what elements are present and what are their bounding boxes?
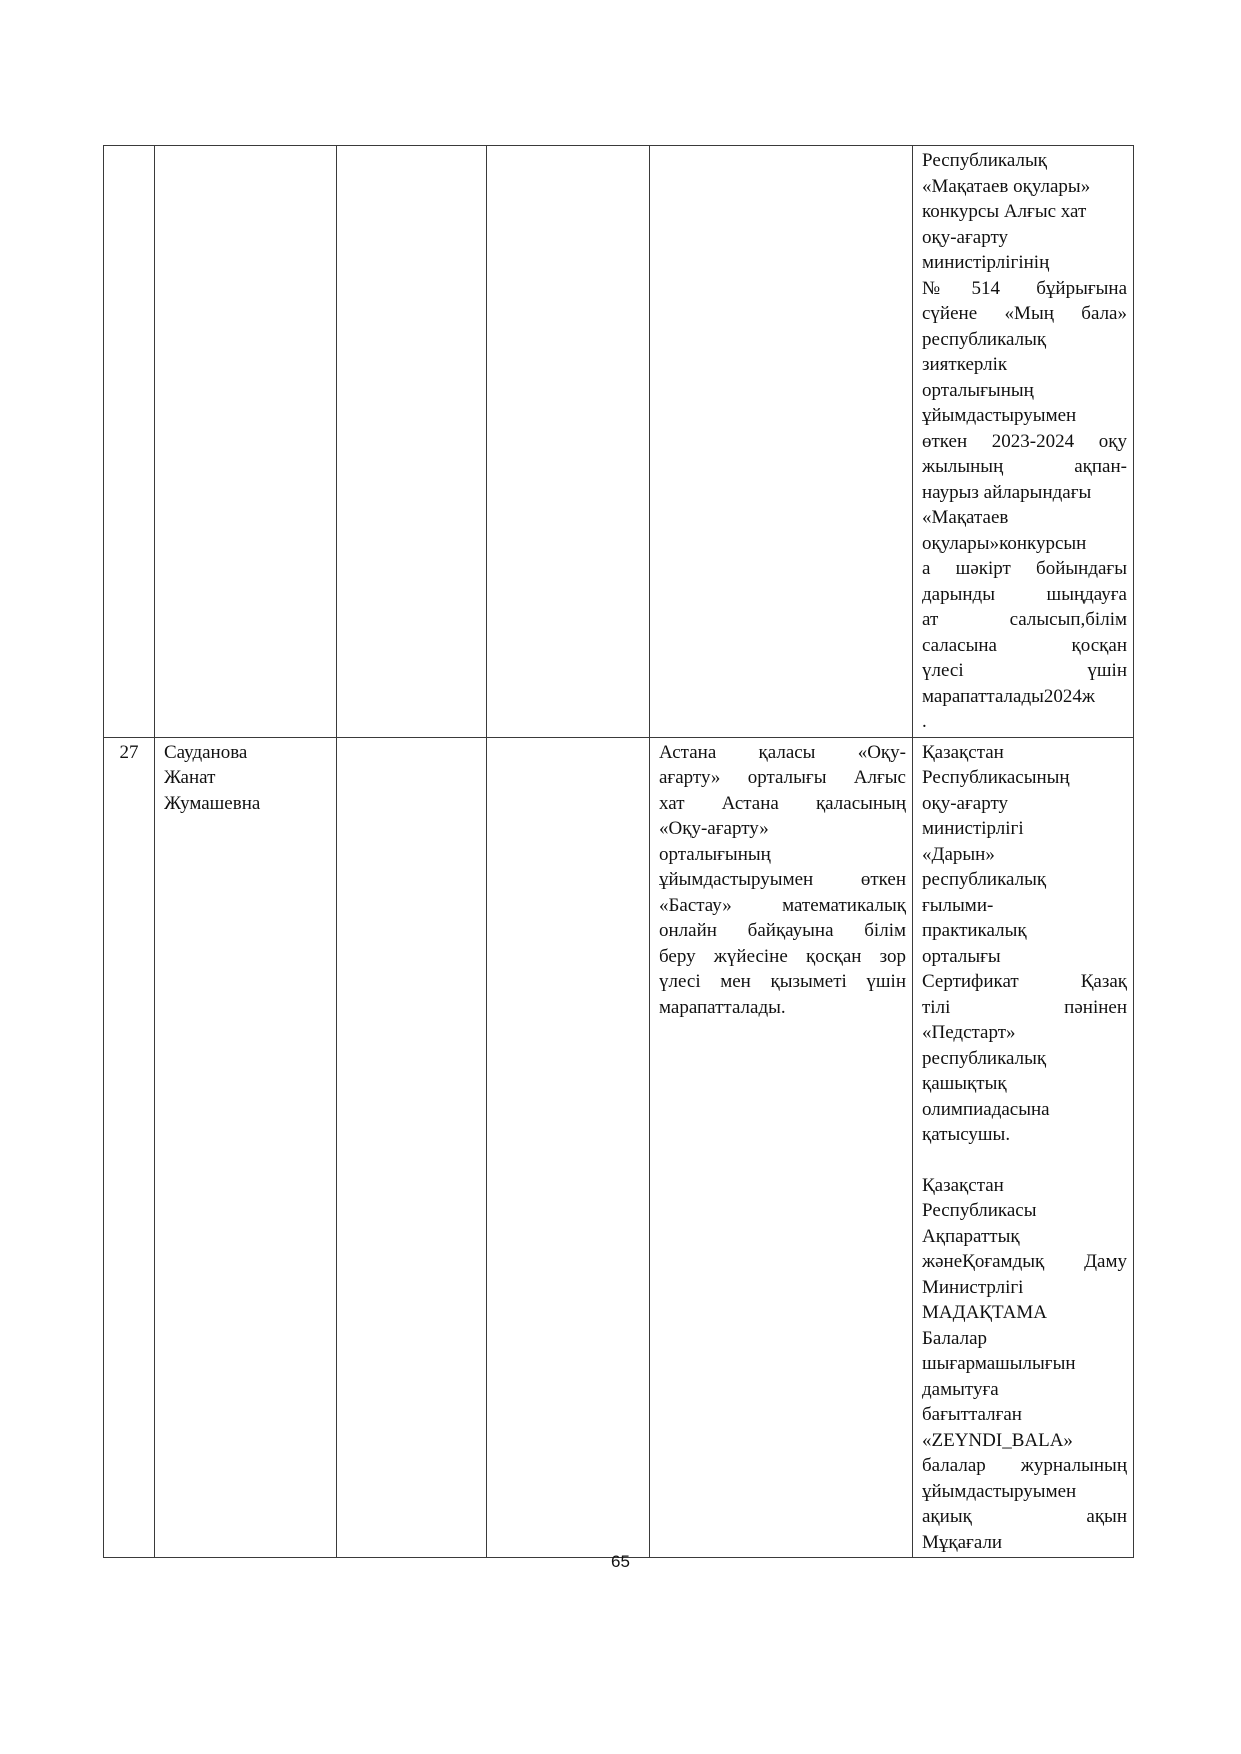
city-award-cell xyxy=(650,146,913,738)
text-line: үлесі мен қызыметі үшін xyxy=(659,971,906,992)
awards-table xyxy=(103,145,1134,1558)
text-line: беру жүйесіне қосқан зор xyxy=(659,945,906,967)
text-line: жылының ақпан- xyxy=(922,456,1127,477)
text-line: . xyxy=(922,711,927,732)
text-line: сүйене «Мың бала» xyxy=(922,303,1127,324)
text-line: саласына қосқан xyxy=(922,634,1127,656)
text-line: Мұқағали xyxy=(922,1531,1003,1553)
text-line: Ақпараттық xyxy=(922,1225,1020,1247)
text-line: олимпиадасына xyxy=(922,1098,1050,1120)
text-line: балалар журналының xyxy=(922,1455,1127,1476)
text-line: Жумашевна xyxy=(164,792,261,814)
text-line: практикалық xyxy=(922,920,1027,941)
text-line: марапатталады2024ж xyxy=(922,685,1096,707)
city-award-cell xyxy=(650,737,913,1558)
text-line: ұйымдастыруымен xyxy=(922,1480,1077,1502)
text-line: Сауданова xyxy=(164,741,248,763)
award-text xyxy=(659,740,906,1021)
text-line: а шәкірт бойындағы xyxy=(922,558,1127,579)
text-line: оқу-ағарту xyxy=(922,792,1009,814)
text-line: тілі пәнінен xyxy=(922,996,1127,1018)
text-line: үлесі үшін xyxy=(922,660,1127,681)
text-line: ғылыми- xyxy=(922,894,994,916)
text-line: бағытталған xyxy=(922,1404,1022,1425)
text-line: Республикасы xyxy=(922,1200,1037,1221)
republic-award-cell xyxy=(913,737,1134,1558)
text-line: шығармашылығын xyxy=(922,1353,1076,1374)
text-line: «Мақатаев xyxy=(922,507,1009,528)
text-line: Сертификат Қазақ xyxy=(922,971,1127,992)
page-number: 65 xyxy=(611,1552,630,1571)
text-line: ұйымдастыруымен xyxy=(922,405,1077,426)
text-line: Министрлігі xyxy=(922,1276,1024,1298)
empty-cell xyxy=(487,737,650,1558)
republic-award-cell xyxy=(913,146,1134,738)
name-cell xyxy=(155,737,337,1558)
text-line: Балалар xyxy=(922,1327,988,1349)
text-line: орталығының xyxy=(659,843,771,865)
table-row xyxy=(104,146,1134,738)
row-number-cell xyxy=(104,146,155,738)
text-line: Қазақстан xyxy=(922,1174,1004,1196)
text-line: зияткерлік xyxy=(922,354,1008,375)
teacher-name xyxy=(164,740,330,817)
text-line: республикалық xyxy=(922,328,1047,350)
text-line: қашықтық xyxy=(922,1073,1007,1094)
text-line: №514 бұйрығына xyxy=(922,277,1127,299)
text-line: министірлігінің xyxy=(922,252,1050,273)
text-line: «Педстарт» xyxy=(922,1022,1016,1043)
text-line: «ZEYNDI_BALA» xyxy=(922,1429,1073,1451)
text-line: хат Астана қаласының xyxy=(659,792,906,814)
text-line: ұйымдастыруымен өткен xyxy=(659,869,906,890)
text-line: оқулары»конкурсын xyxy=(922,532,1087,554)
text-line: орталығы xyxy=(922,945,1001,967)
empty-cell xyxy=(337,146,487,738)
certificate-text xyxy=(922,740,1127,1148)
name-cell xyxy=(155,146,337,738)
text-line: «Оқу-ағарту» xyxy=(659,818,769,839)
text-line: Республикасының xyxy=(922,767,1070,788)
text-line: наурыз айларындағы xyxy=(922,481,1092,503)
text-line: жәнеҚоғамдық Даму xyxy=(922,1251,1127,1272)
award-text xyxy=(922,148,1127,735)
text-line: «Бастау» математикалық xyxy=(659,894,906,916)
empty-cell xyxy=(337,737,487,1558)
text-line: ат салысып,білім xyxy=(922,609,1127,630)
text-line: «Дарын» xyxy=(922,843,995,865)
text-line: министірлігі xyxy=(922,818,1024,839)
paragraph-gap xyxy=(922,1148,1127,1173)
text-line: өткен 2023-2024 оқу xyxy=(922,430,1127,452)
text-line: Қазақстан xyxy=(922,741,1004,763)
text-line: қатысушы. xyxy=(922,1124,1011,1145)
text-line: оқу-ағарту xyxy=(922,226,1009,248)
empty-cell xyxy=(487,146,650,738)
text-line: онлайн байқауына білім xyxy=(659,920,906,941)
text-line: ағарту» орталығы Алғыс xyxy=(659,767,906,788)
text-line: конкурсы Алғыс хат xyxy=(922,201,1087,222)
text-line: Республикалық xyxy=(922,150,1047,171)
text-line: дарынды шыңдауға xyxy=(922,583,1127,605)
text-line: Жанат xyxy=(164,767,216,788)
text-line: республикалық xyxy=(922,869,1047,890)
text-line: Астана қаласы «Оқу- xyxy=(659,741,906,763)
row-number-cell: 27 xyxy=(104,737,155,1558)
text-line: марапатталады. xyxy=(659,996,786,1018)
text-line: орталығының xyxy=(922,379,1034,401)
text-line: МАДАҚТАМА xyxy=(922,1302,1047,1323)
text-line: ақиық ақын xyxy=(922,1506,1127,1527)
commendation-text xyxy=(922,1173,1127,1556)
text-line: «Мақатаев оқулары» xyxy=(922,175,1091,197)
text-line: дамытуға xyxy=(922,1378,999,1400)
table-row xyxy=(104,737,1134,1558)
text-line: республикалық xyxy=(922,1047,1047,1069)
